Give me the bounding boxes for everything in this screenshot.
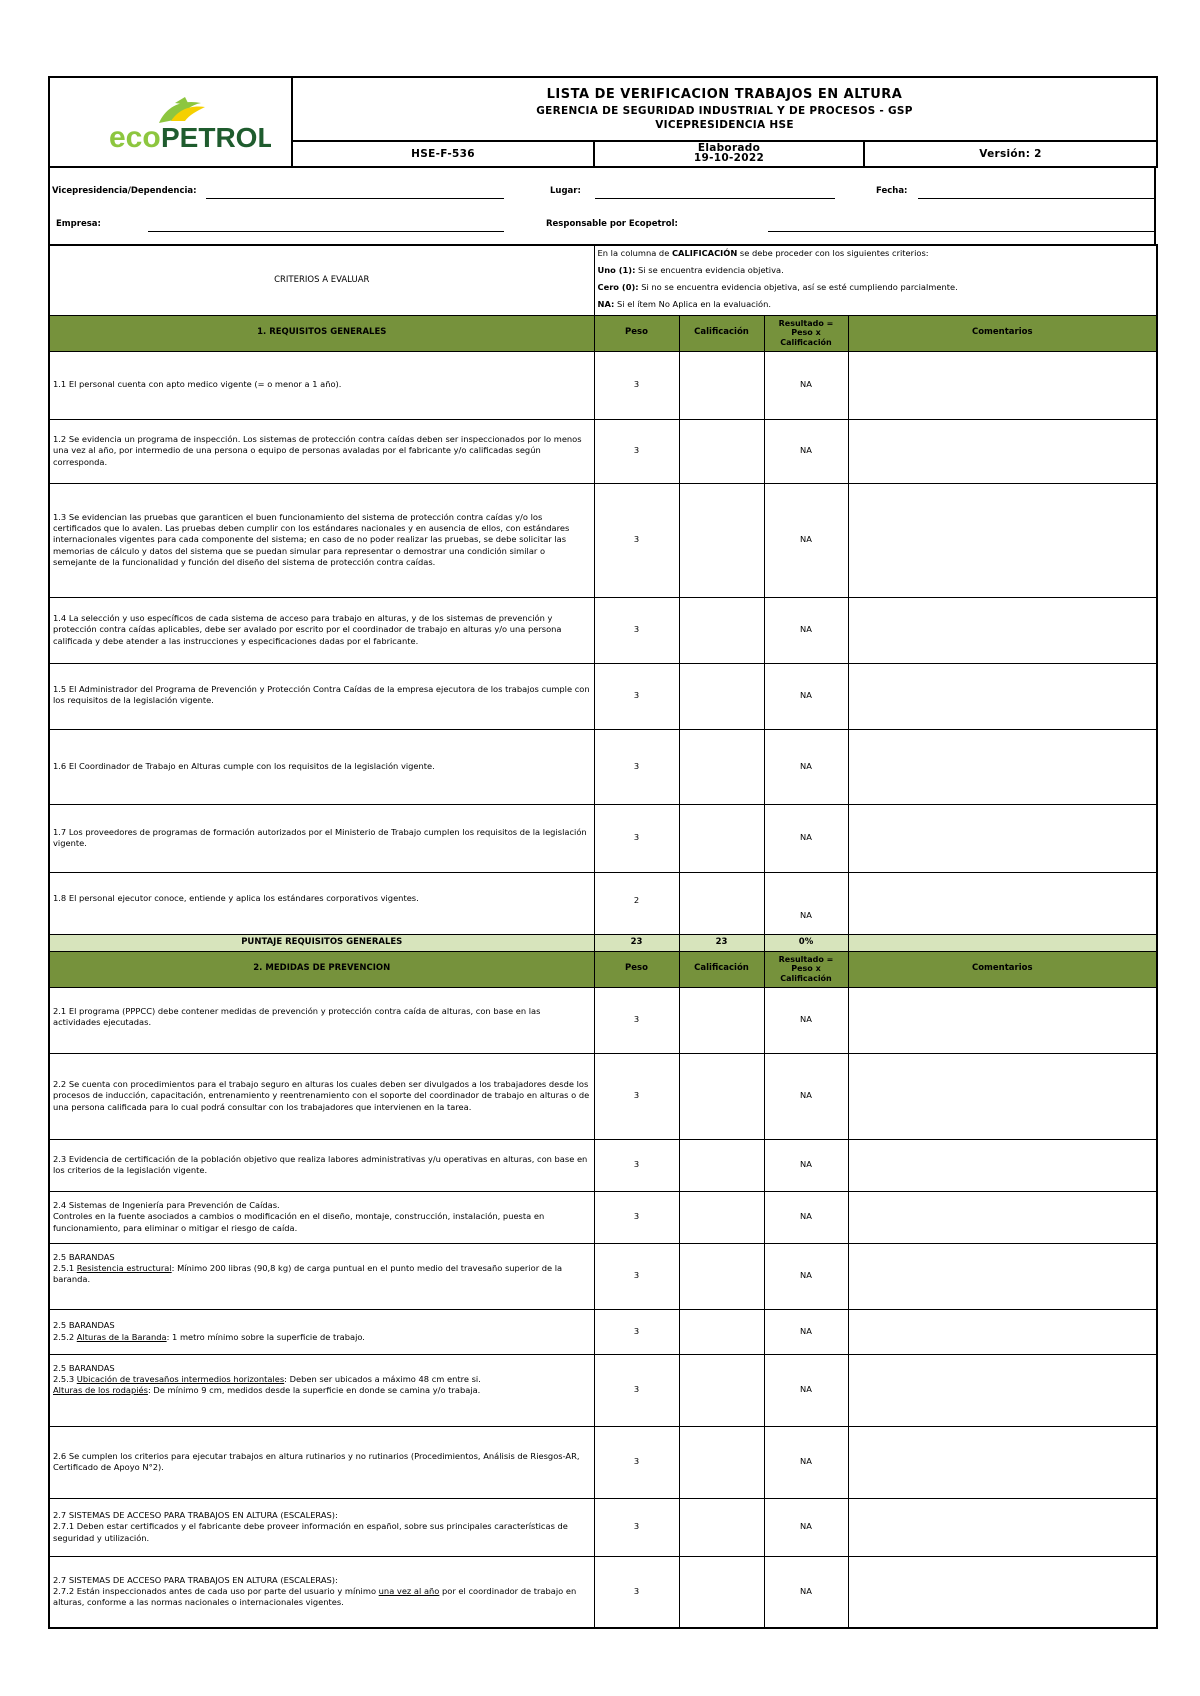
total-peso: 23	[594, 934, 679, 951]
responsable-field[interactable]	[768, 219, 1156, 232]
svg-text:eco: eco	[108, 121, 161, 155]
col-calificacion: Calificación	[679, 951, 764, 987]
item-peso: 3	[594, 1139, 679, 1191]
item-resultado: NA	[764, 729, 848, 804]
item-text: 1.3 Se evidencian las pruebas que garanticen el buen funcionamiento del sistema de protección contra caídas y/o los certificados que lo avalen. Las pruebas deben cumplir con los estándares nacionales y en ausencia de ellos, con estándares internacionales vigentes para cada componente del sistema; en caso de no poder realizar las pruebas, se debe solicitar las memorias de cálculo y datos del sistema que se puedan simular para representar o demostrar una condición similar o semejante de la funcionalidad y función del diseño del sistema de protección contra caídas.	[49, 483, 594, 597]
table-row	[49, 1498, 1157, 1556]
table-row	[49, 351, 1157, 419]
item-comentarios[interactable]	[848, 483, 1157, 597]
fecha-label: Fecha:	[876, 186, 908, 196]
item-text: 2.1 El programa (PPPCC) debe contener medidas de prevención y protección contra caída de alturas, con base en las actividades ejecutadas.	[49, 987, 594, 1053]
item-text: 1.1 El personal cuenta con apto medico vigente (= o menor a 1 año).	[49, 351, 594, 419]
criteria-legend	[594, 245, 1157, 315]
legend-uno-text: Si se encuentra evidencia objetiva.	[635, 265, 784, 275]
logo	[49, 77, 292, 167]
section2-header-row	[49, 951, 1157, 987]
table-row	[49, 1556, 1157, 1628]
item-calificacion[interactable]	[679, 804, 764, 872]
item-text-block	[49, 1191, 594, 1243]
col-resultado: Resultado = Peso x Calificación	[764, 951, 848, 987]
item-text: 1.5 El Administrador del Programa de Prevención y Protección Contra Caídas de la empresa ejecutora de los trabajos cumple con los requisitos de la legislación vigente.	[49, 663, 594, 729]
item-peso: 3	[594, 1191, 679, 1243]
item-comentarios[interactable]	[848, 1426, 1157, 1498]
legend-uno-label: Uno (1):	[597, 265, 636, 275]
item-resultado: NA	[764, 1556, 848, 1628]
item-resultado: NA	[764, 597, 848, 663]
table-row	[49, 1191, 1157, 1243]
item-peso: 3	[594, 1053, 679, 1139]
item-text: 2.5 BARANDAS	[53, 1251, 115, 1262]
legend-na-text: Si el ítem No Aplica en la evaluación.	[614, 299, 771, 309]
total-comentarios	[848, 934, 1157, 951]
item-text: 2.3 Evidencia de certificación de la población objetivo que realiza labores administrativas y/u operativas en alturas, con base en los criterios de la legislación vigente.	[49, 1139, 594, 1191]
col-peso: Peso	[594, 315, 679, 351]
total-resultado: 0%	[764, 934, 848, 951]
item-peso: 3	[594, 804, 679, 872]
item-peso: 3	[594, 729, 679, 804]
legend-na-label: NA:	[597, 299, 615, 309]
item-peso: 3	[594, 597, 679, 663]
item-comentarios[interactable]	[848, 663, 1157, 729]
section2-title: 2. MEDIDAS DE PREVENCION	[49, 951, 594, 987]
table-row	[49, 1426, 1157, 1498]
item-comentarios[interactable]	[848, 1556, 1157, 1628]
elaborado-cell	[594, 141, 864, 167]
item-comentarios[interactable]	[848, 1498, 1157, 1556]
item-calificacion[interactable]	[679, 1426, 764, 1498]
legend-intro: En la columna de	[597, 248, 672, 258]
section1-header-row	[49, 315, 1157, 351]
item-resultado: NA	[764, 1139, 848, 1191]
item-text: 2.4 Sistemas de Ingeniería para Prevención de Caídas.	[53, 1200, 280, 1211]
table-row	[49, 483, 1157, 597]
item-text: : De mínimo 9 cm, medidos desde la superficie en donde se camina y/o trabaja.	[147, 1384, 481, 1395]
item-comentarios[interactable]	[848, 729, 1157, 804]
item-comentarios[interactable]	[848, 1053, 1157, 1139]
item-calificacion[interactable]	[679, 987, 764, 1053]
ecopetrol-logo-icon	[71, 85, 271, 155]
vicepresidencia-label: Vicepresidencia/Dependencia:	[52, 186, 197, 196]
col-resultado: Resultado = Peso x Calificación	[764, 315, 848, 351]
item-peso: 3	[594, 663, 679, 729]
item-calificacion[interactable]	[679, 1498, 764, 1556]
item-calificacion[interactable]	[679, 1191, 764, 1243]
item-calificacion[interactable]	[679, 1139, 764, 1191]
svg-text:PETROL: PETROL	[160, 122, 271, 154]
item-comentarios[interactable]	[848, 419, 1157, 483]
table-row	[49, 729, 1157, 804]
item-text: : Deben ser ubicados a máximo 48 cm entre si.	[284, 1373, 481, 1384]
item-text: 2.7 SISTEMAS DE ACCESO PARA TRABAJOS EN ALTURA (ESCALERAS):	[53, 1510, 338, 1521]
item-text-block	[49, 1243, 594, 1309]
title-block	[292, 77, 1157, 141]
item-peso: 3	[594, 1309, 679, 1354]
item-text: 2.6 Se cumplen los criterios para ejecutar trabajos en altura rutinarios y no rutinarios (Procedimientos, Análisis de Riesgos-AR, Certificado de Apoyo N°2).	[49, 1426, 594, 1498]
form-subtitle2: VICEPRESIDENCIA HSE	[655, 118, 794, 131]
item-calificacion[interactable]	[679, 597, 764, 663]
item-text-block	[49, 1354, 594, 1426]
item-text: 2.5.2	[53, 1331, 77, 1342]
table-row	[49, 597, 1157, 663]
item-text: 1.4 La selección y uso específicos de cada sistema de acceso para trabajo en alturas, y de los sistemas de prevención y protección contra caídas aplicables, debe ser avalado por escrito por el coordinador de trabajo en alturas y/o una persona calificada y debe atender a las instrucciones y especificaciones dadas por el fabricante.	[49, 597, 594, 663]
item-comentarios[interactable]	[848, 987, 1157, 1053]
item-peso: 3	[594, 419, 679, 483]
lugar-field[interactable]	[595, 186, 835, 199]
form-title: LISTA DE VERIFICACION TRABAJOS EN ALTURA	[546, 87, 903, 103]
legend-intro-bold: CALIFICACIÓN	[671, 248, 738, 258]
table-row	[49, 872, 1157, 934]
item-peso: 3	[594, 987, 679, 1053]
item-comentarios[interactable]	[848, 1191, 1157, 1243]
item-text: 2.5 BARANDAS	[53, 1362, 115, 1373]
criteria-label: CRITERIOS A EVALUAR	[49, 245, 594, 315]
table-row	[49, 1053, 1157, 1139]
item-comentarios[interactable]	[848, 1354, 1157, 1426]
item-text-underlined: Ubicación de travesaños intermedios horizontales	[76, 1373, 285, 1384]
elaborado-date: 19-10-2022	[693, 152, 765, 165]
item-calificacion[interactable]	[679, 872, 764, 934]
item-comentarios[interactable]	[848, 804, 1157, 872]
item-resultado: NA	[764, 1243, 848, 1309]
legend-cero-label: Cero (0):	[597, 282, 639, 292]
item-resultado: NA	[764, 483, 848, 597]
item-resultado: NA	[764, 1309, 848, 1354]
item-text: 1.7 Los proveedores de programas de formación autorizados por el Ministerio de Trabajo cumplen los requisitos de la legislación vigente.	[49, 804, 594, 872]
item-calificacion[interactable]	[679, 729, 764, 804]
legend-intro-post: se debe proceder con los siguientes criterios:	[737, 248, 929, 258]
item-text-underlined: Resistencia estructural	[76, 1262, 172, 1273]
item-resultado: NA	[764, 663, 848, 729]
table-row	[49, 1309, 1157, 1354]
col-peso: Peso	[594, 951, 679, 987]
table-row	[49, 663, 1157, 729]
checklist-sheet	[48, 76, 1156, 1629]
item-resultado: NA	[764, 872, 848, 934]
col-comentarios: Comentarios	[848, 951, 1157, 987]
table-row	[49, 1243, 1157, 1309]
header-table	[48, 76, 1158, 168]
item-text: 2.5.3	[53, 1373, 77, 1384]
item-calificacion[interactable]	[679, 1309, 764, 1354]
responsable-label: Responsable por Ecopetrol:	[546, 219, 678, 229]
item-comentarios[interactable]	[848, 351, 1157, 419]
item-resultado: NA	[764, 1053, 848, 1139]
item-resultado: NA	[764, 987, 848, 1053]
empresa-label: Empresa:	[56, 219, 101, 229]
item-peso: 3	[594, 1498, 679, 1556]
item-comentarios[interactable]	[848, 1243, 1157, 1309]
fecha-field[interactable]	[918, 186, 1156, 199]
item-calificacion[interactable]	[679, 1053, 764, 1139]
item-text-block	[49, 1309, 594, 1354]
table-row	[49, 987, 1157, 1053]
item-text-underlined: Alturas de la Baranda	[76, 1331, 167, 1342]
item-comentarios[interactable]	[848, 1139, 1157, 1191]
item-peso: 2	[594, 872, 679, 934]
table-row	[49, 804, 1157, 872]
item-resultado: NA	[764, 1354, 848, 1426]
item-peso: 3	[594, 351, 679, 419]
item-calificacion[interactable]	[679, 1243, 764, 1309]
form-subtitle: GERENCIA DE SEGURIDAD INDUSTRIAL Y DE PROCESOS - GSP	[536, 104, 913, 117]
item-calificacion[interactable]	[679, 419, 764, 483]
item-text: : 1 metro mínimo sobre la superficie de trabajo.	[166, 1331, 365, 1342]
col-calificacion: Calificación	[679, 315, 764, 351]
item-comentarios[interactable]	[848, 872, 1157, 934]
item-text: Controles en la fuente asociados a cambios o modificación en el diseño, montaje, construcción, instalación, puesta en funcionamiento, para eliminar o mitigar el riesgo de caída.	[53, 1211, 545, 1233]
empresa-field[interactable]	[148, 219, 504, 232]
table-row	[49, 1354, 1157, 1426]
item-text-block	[49, 1556, 594, 1628]
item-text-underlined: Alturas de los rodapiés	[53, 1384, 148, 1395]
elaborado-label: Elaborado	[697, 141, 761, 154]
item-text: 1.8 El personal ejecutor conoce, entiende y aplica los estándares corporativos vigentes.	[49, 872, 594, 934]
table-row	[49, 1139, 1157, 1191]
item-resultado: NA	[764, 1426, 848, 1498]
form-version: Versión: 2	[864, 141, 1157, 167]
section1-total-row	[49, 934, 1157, 951]
vicepresidencia-field[interactable]	[206, 186, 504, 199]
item-calificacion[interactable]	[679, 663, 764, 729]
item-peso: 3	[594, 1354, 679, 1426]
form-code: HSE-F-536	[292, 141, 594, 167]
item-text: 2.7 SISTEMAS DE ACCESO PARA TRABAJOS EN ALTURA (ESCALERAS):	[53, 1574, 338, 1585]
table-row	[49, 419, 1157, 483]
item-text-block	[49, 1498, 594, 1556]
lugar-label: Lugar:	[550, 186, 581, 196]
item-text: por el coordinador de trabajo en alturas, conforme a las normas nacionales o internacionales vigentes.	[53, 1586, 577, 1608]
item-text: 2.2 Se cuenta con procedimientos para el trabajo seguro en alturas los cuales deben ser divulgados a los trabajadores desde los procesos de inducción, capacitación, entrenamiento y reentrenamiento con el soporte del coordinador de trabajo en alturas o de una persona calificada para lo cual podrá consultar con los trabajadores que intervienen en la tarea.	[49, 1053, 594, 1139]
item-calificacion[interactable]	[679, 351, 764, 419]
item-calificacion[interactable]	[679, 1556, 764, 1628]
total-calificacion: 23	[679, 934, 764, 951]
item-text: : Mínimo 200 libras (90,8 kg) de carga puntual en el punto medio del travesaño superior de la baranda.	[53, 1262, 563, 1284]
item-calificacion[interactable]	[679, 1354, 764, 1426]
item-comentarios[interactable]	[848, 597, 1157, 663]
legend-cero-text: Si no se encuentra evidencia objetiva, así se esté cumpliendo parcialmente.	[638, 282, 958, 292]
info-fields	[48, 168, 1156, 244]
item-resultado: NA	[764, 419, 848, 483]
item-text: 2.7.1 Deben estar certificados y el fabricante debe proveer información en español, sobre sus principales características de seguridad y utilización.	[53, 1521, 568, 1543]
item-text: 2.5.1	[53, 1262, 77, 1273]
item-text-underlined: una vez al año	[378, 1586, 440, 1597]
item-resultado: NA	[764, 351, 848, 419]
item-resultado: NA	[764, 1191, 848, 1243]
item-comentarios[interactable]	[848, 1309, 1157, 1354]
item-peso: 3	[594, 1243, 679, 1309]
item-calificacion[interactable]	[679, 483, 764, 597]
section1-title: 1. REQUISITOS GENERALES	[49, 315, 594, 351]
criteria-row	[49, 245, 1157, 315]
item-text: 2.5 BARANDAS	[53, 1320, 115, 1331]
item-resultado: NA	[764, 1498, 848, 1556]
checklist-table	[48, 244, 1158, 1629]
item-peso: 3	[594, 483, 679, 597]
item-text: 1.6 El Coordinador de Trabajo en Alturas cumple con los requisitos de la legislación vigente.	[49, 729, 594, 804]
total-label: PUNTAJE REQUISITOS GENERALES	[49, 934, 594, 951]
item-text: 2.7.2 Están inspeccionados antes de cada uso por parte del usuario y mínimo	[53, 1586, 379, 1597]
item-peso: 3	[594, 1426, 679, 1498]
item-peso: 3	[594, 1556, 679, 1628]
item-text: 1.2 Se evidencia un programa de inspección. Los sistemas de protección contra caídas deben ser inspeccionados por lo menos una vez al año, por intermedio de una persona o equipo de personas avaladas por el fabricante y/o calificadas según corresponda.	[49, 419, 594, 483]
item-resultado: NA	[764, 804, 848, 872]
col-comentarios: Comentarios	[848, 315, 1157, 351]
